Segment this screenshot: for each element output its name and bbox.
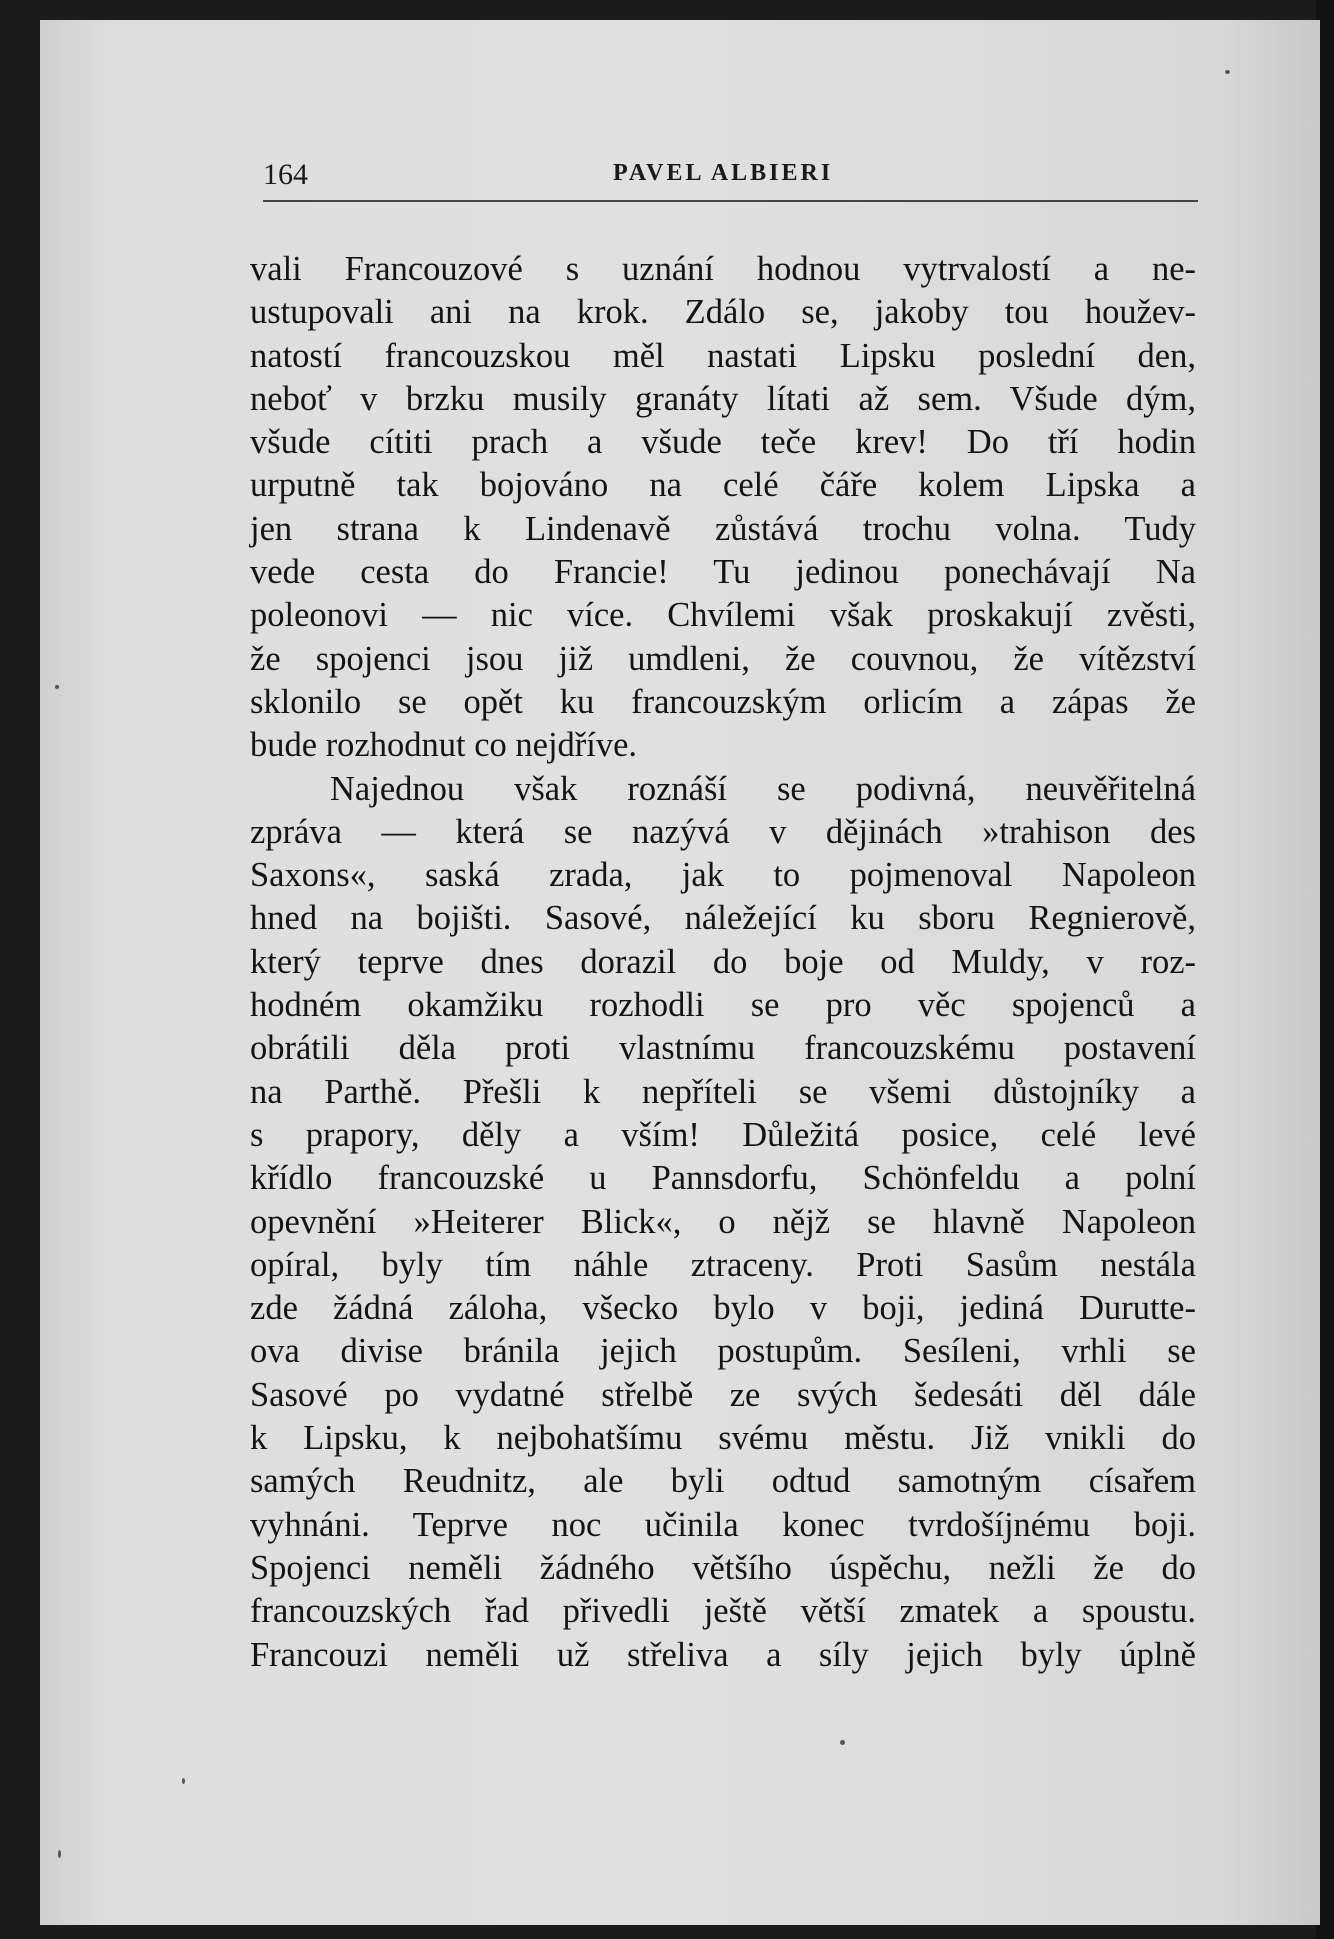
text-line: hned na bojišti. Sasové, náležející ku sboru Regnierově, — [250, 899, 1196, 938]
paper-speck — [1225, 70, 1230, 74]
text-line: vali Francouzové s uznání hodnou vytrvalostí a ne- — [250, 250, 1196, 288]
text-line: ustupovali ani na krok. Zdálo se, jakoby tou houžev- — [250, 293, 1196, 332]
text-line: který teprve dnes dorazil do boje od Muldy, v roz- — [250, 942, 1196, 981]
text-line: Saxons«, saská zrada, jak to pojmenoval Napoleon — [250, 856, 1196, 895]
text-line: k Lipsku, k nejbohatšímu svému městu. Již vnikli do — [250, 1419, 1196, 1458]
paper-speck — [840, 1740, 845, 1745]
text-line: opevnění »Heiterer Blick«, o nějž se hlavně Napoleon — [250, 1202, 1196, 1241]
text-line: s prapory, děly a vším! Důležitá posice, celé levé — [250, 1115, 1196, 1154]
text-line: samých Reudnitz, ale byli odtud samotným císařem — [250, 1462, 1196, 1501]
paper-speck — [58, 1850, 61, 1858]
text-line: jen strana k Lindenavě zůstává trochu volna. Tudy — [250, 509, 1196, 548]
text-line: francouzských řad přivedli ještě větší zmatek a spoustu. — [250, 1592, 1196, 1631]
text-line: obrátili děla proti vlastnímu francouzskému postavení — [250, 1029, 1196, 1068]
text-line: křídlo francouzské u Pannsdorfu, Schönfeldu a polní — [250, 1159, 1196, 1198]
text-line: urputně tak bojováno na celé čáře kolem Lipska a — [250, 466, 1196, 505]
text-line: Francouzi neměli už střeliva a síly jejich byly úplně — [250, 1635, 1196, 1674]
text-line: ova divise bránila jejich postupům. Sesíleni, vrhli se — [250, 1332, 1196, 1371]
text-line: hodném okamžiku rozhodli se pro věc spojenců a — [250, 986, 1196, 1025]
text-line: vyhnáni. Teprve noc učinila konec tvrdošíjnému boji. — [250, 1505, 1196, 1544]
text-line: zpráva — která se nazývá v dějinách »trahison des — [250, 812, 1196, 851]
text-line: že spojenci jsou již umdleni, že couvnou, že vítězství — [250, 639, 1196, 678]
text-line: natostí francouzskou měl nastati Lipsku poslední den, — [250, 336, 1196, 375]
page-number: 164 — [263, 158, 308, 191]
paper-speck — [55, 685, 59, 689]
text-line: poleonovi — nic více. Chvílemi však proskakují zvěsti, — [250, 596, 1196, 635]
text-line: všude cítiti prach a všude teče krev! Do tří hodin — [250, 423, 1196, 462]
paper-speck — [182, 1778, 185, 1784]
text-line: bude rozhodnut co nejdříve. — [250, 726, 638, 765]
text-line: Najednou však roznáší se podivná, neuvěřitelná — [330, 769, 1196, 808]
text-line: opíral, byly tím náhle ztraceny. Proti Sasům nestála — [250, 1245, 1196, 1284]
page-header — [263, 150, 1198, 202]
text-line: vede cesta do Francie! Tu jedinou ponechávají Na — [250, 553, 1196, 592]
text-line: zde žádná záloha, všecko bylo v boji, jediná Durutte- — [250, 1289, 1196, 1328]
text-line: na Parthě. Přešli k nepříteli se všemi důstojníky a — [250, 1072, 1196, 1111]
text-line: Spojenci neměli žádného většího úspěchu, nežli že do — [250, 1548, 1196, 1587]
text-line: Sasové po vydatné střelbě ze svých šedesáti děl dále — [250, 1375, 1196, 1414]
running-head: PAVEL ALBIERI — [613, 160, 834, 186]
text-line: neboť v brzku musily granáty lítati až sem. Všude dým, — [250, 379, 1196, 418]
body-text — [250, 248, 1196, 1677]
text-line: sklonilo se opět ku francouzským orlicím a zápas že — [250, 682, 1196, 721]
